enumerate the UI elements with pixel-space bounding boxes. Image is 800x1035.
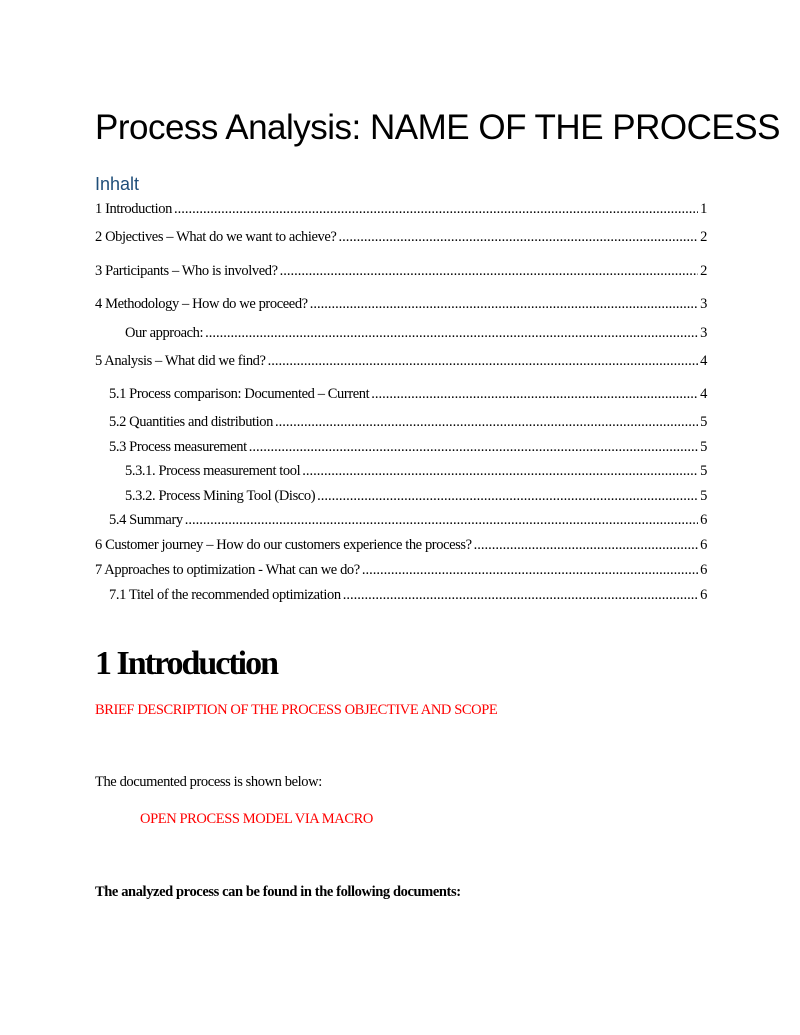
toc-entry-process-mining-tool[interactable] [125, 488, 707, 508]
documented-process-text: The documented process is shown below: [95, 774, 322, 790]
toc-entry-label: 4 Methodology – How do we proceed? [95, 296, 308, 312]
toc-entry-process-comparison[interactable] [109, 386, 707, 406]
toc-leader [371, 386, 698, 403]
toc-page-number: 6 [700, 537, 707, 553]
toc-leader [275, 414, 698, 431]
toc-page-number: 3 [700, 296, 707, 312]
document-page [95, 0, 780, 1035]
toc-entry-quantities[interactable] [109, 414, 707, 434]
toc-page-number: 4 [700, 386, 707, 402]
toc-leader [362, 562, 698, 579]
toc-leader [317, 488, 698, 505]
section-heading-introduction: 1 Introduction [95, 645, 278, 682]
toc-leader [302, 463, 698, 480]
toc-entry-measurement-tool[interactable] [125, 463, 707, 483]
toc-entry-label: 1 Introduction [95, 201, 172, 217]
toc-page-number: 5 [700, 414, 707, 430]
toc-page-number: 6 [700, 562, 707, 578]
toc-page-number: 6 [700, 512, 707, 528]
toc-entry-label: 5.1 Process comparison: Documented – Current [109, 386, 370, 402]
toc-entry-label: 5 Analysis – What did we find? [95, 353, 266, 369]
toc-entry-label: 5.4 Summary [109, 512, 183, 528]
toc-leader [343, 587, 698, 604]
toc-entry-participants[interactable] [95, 263, 707, 283]
toc-page-number: 3 [700, 325, 707, 341]
toc-entry-summary[interactable] [109, 512, 707, 532]
toc-page-number: 5 [700, 439, 707, 455]
toc-entry-recommended-optimization[interactable] [109, 587, 707, 607]
toc-entry-label: 7.1 Titel of the recommended optimization [109, 587, 341, 603]
toc-entry-label: 2 Objectives – What do we want to achieve? [95, 229, 337, 245]
document-title: Process Analysis: NAME OF THE PROCESS [95, 108, 780, 147]
toc-heading: Inhalt [95, 174, 140, 194]
toc-page-number: 2 [700, 229, 707, 245]
toc-entry-label: 6 Customer journey – How do our customers experience the process? [95, 537, 472, 553]
toc-entry-label: 7 Approaches to optimization - What can we do? [95, 562, 360, 578]
toc-entry-label: 5.3 Process measurement [109, 439, 247, 455]
toc-page-number: 5 [700, 463, 707, 479]
toc-entry-introduction[interactable] [95, 201, 707, 221]
toc-entry-label: 5.3.1. Process measurement tool [125, 463, 301, 479]
toc-page-number: 6 [700, 587, 707, 603]
toc-leader [268, 353, 699, 370]
toc-leader [249, 439, 698, 456]
placeholder-description: BRIEF DESCRIPTION OF THE PROCESS OBJECTIVE AND SCOPE [95, 702, 498, 718]
toc-entry-customer-journey[interactable] [95, 537, 707, 557]
toc-leader [474, 537, 698, 554]
toc-entry-process-measurement[interactable] [109, 439, 707, 459]
toc-entry-label: 3 Participants – Who is involved? [95, 263, 278, 279]
toc-leader [185, 512, 698, 529]
toc-entry-label: Our approach: [125, 325, 204, 341]
documents-text: The analyzed process can be found in the following documents: [95, 884, 461, 900]
toc-page-number: 5 [700, 488, 707, 504]
toc-page-number: 2 [700, 263, 707, 279]
toc-entry-our-approach[interactable] [125, 325, 707, 345]
toc-leader [338, 229, 698, 246]
toc-entry-approaches[interactable] [95, 562, 707, 582]
toc-entry-objectives[interactable] [95, 229, 707, 249]
toc-leader [174, 201, 698, 218]
toc-entry-analysis[interactable] [95, 353, 707, 373]
toc-leader [280, 263, 698, 280]
placeholder-process-model: OPEN PROCESS MODEL VIA MACRO [140, 811, 373, 827]
toc-entry-label: 5.3.2. Process Mining Tool (Disco) [125, 488, 316, 504]
toc-entry-label: 5.2 Quantities and distribution [109, 414, 274, 430]
toc-entry-methodology[interactable] [95, 296, 707, 316]
toc-page-number: 4 [700, 353, 707, 369]
toc-page-number: 1 [700, 201, 707, 217]
toc-leader [310, 296, 698, 313]
toc-leader [205, 325, 698, 342]
